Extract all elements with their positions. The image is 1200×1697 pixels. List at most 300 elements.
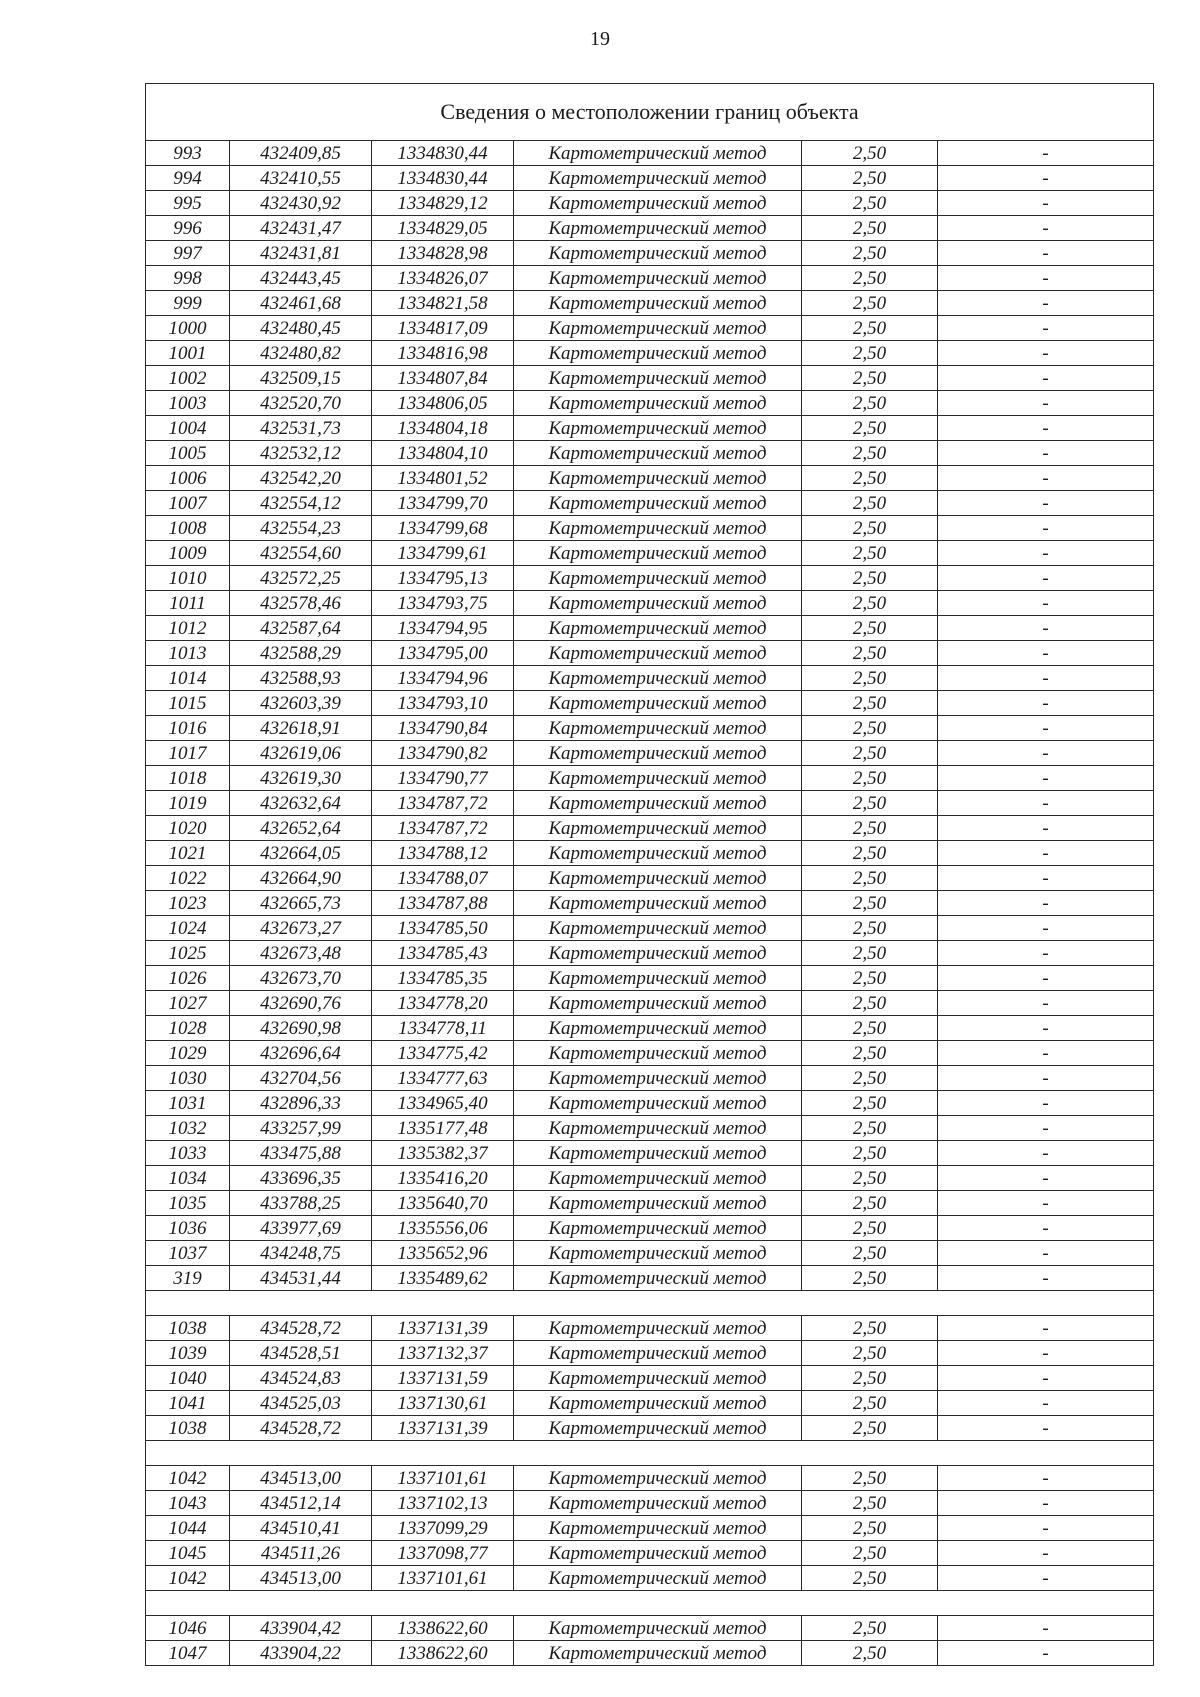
table-row: [146, 816, 1154, 841]
coord-y-cell: 1337102,13: [372, 1491, 514, 1516]
accuracy-cell: 2,50: [802, 1491, 938, 1516]
method-cell: Картометрический метод: [514, 591, 802, 616]
point-number-cell: 1038: [146, 1416, 230, 1441]
accuracy-cell: 2,50: [802, 541, 938, 566]
table-row: [146, 741, 1154, 766]
method-cell: Картометрический метод: [514, 1066, 802, 1091]
accuracy-cell: 2,50: [802, 1616, 938, 1641]
coord-x-cell: 433904,42: [230, 1616, 372, 1641]
point-number-cell: 1031: [146, 1091, 230, 1116]
coord-x-cell: 432603,39: [230, 691, 372, 716]
coord-x-cell: 434525,03: [230, 1391, 372, 1416]
point-number-cell: 1034: [146, 1166, 230, 1191]
coord-y-cell: 1334795,13: [372, 566, 514, 591]
table-row: [146, 716, 1154, 741]
accuracy-cell: 2,50: [802, 966, 938, 991]
coord-y-cell: 1335382,37: [372, 1141, 514, 1166]
table-title-row: [146, 84, 1154, 141]
note-cell: -: [938, 1091, 1154, 1116]
coord-x-cell: 432673,70: [230, 966, 372, 991]
method-cell: Картометрический метод: [514, 641, 802, 666]
coord-y-cell: 1334778,20: [372, 991, 514, 1016]
method-cell: Картометрический метод: [514, 1341, 802, 1366]
coord-x-cell: 432532,12: [230, 441, 372, 466]
table-row: [146, 1616, 1154, 1641]
point-number-cell: 1039: [146, 1341, 230, 1366]
table-row: [146, 1116, 1154, 1141]
coord-y-cell: 1334794,96: [372, 666, 514, 691]
coord-x-cell: 434513,00: [230, 1466, 372, 1491]
coord-x-cell: 434528,72: [230, 1416, 372, 1441]
boundary-coordinates-table: [145, 83, 1154, 1666]
accuracy-cell: 2,50: [802, 1541, 938, 1566]
coord-x-cell: 433788,25: [230, 1191, 372, 1216]
table-row: [146, 666, 1154, 691]
table-row: [146, 591, 1154, 616]
coord-y-cell: 1334817,09: [372, 316, 514, 341]
method-cell: Картометрический метод: [514, 366, 802, 391]
accuracy-cell: 2,50: [802, 1191, 938, 1216]
coord-x-cell: 432409,85: [230, 141, 372, 166]
coord-x-cell: 432531,73: [230, 416, 372, 441]
coord-x-cell: 432430,92: [230, 191, 372, 216]
note-cell: -: [938, 591, 1154, 616]
note-cell: -: [938, 991, 1154, 1016]
point-number-cell: 998: [146, 266, 230, 291]
method-cell: Картометрический метод: [514, 516, 802, 541]
accuracy-cell: 2,50: [802, 766, 938, 791]
table-row: [146, 1016, 1154, 1041]
coord-x-cell: 432588,29: [230, 641, 372, 666]
point-number-cell: 1011: [146, 591, 230, 616]
coord-y-cell: 1335489,62: [372, 1266, 514, 1291]
note-cell: -: [938, 966, 1154, 991]
point-number-cell: 1004: [146, 416, 230, 441]
point-number-cell: 1041: [146, 1391, 230, 1416]
coord-x-cell: 434524,83: [230, 1366, 372, 1391]
accuracy-cell: 2,50: [802, 1241, 938, 1266]
point-number-cell: 1027: [146, 991, 230, 1016]
point-number-cell: 1024: [146, 916, 230, 941]
coord-y-cell: 1337131,59: [372, 1366, 514, 1391]
point-number-cell: 1046: [146, 1616, 230, 1641]
note-cell: -: [938, 816, 1154, 841]
point-number-cell: 996: [146, 216, 230, 241]
coord-x-cell: 434513,00: [230, 1566, 372, 1591]
accuracy-cell: 2,50: [802, 191, 938, 216]
note-cell: -: [938, 941, 1154, 966]
coord-y-cell: 1334788,07: [372, 866, 514, 891]
note-cell: -: [938, 741, 1154, 766]
coord-y-cell: 1334828,98: [372, 241, 514, 266]
coord-y-cell: 1335640,70: [372, 1191, 514, 1216]
coord-x-cell: 432664,90: [230, 866, 372, 891]
table-row: [146, 316, 1154, 341]
table-row: [146, 1416, 1154, 1441]
method-cell: Картометрический метод: [514, 891, 802, 916]
coord-y-cell: 1338622,60: [372, 1616, 514, 1641]
coord-x-cell: 432664,05: [230, 841, 372, 866]
accuracy-cell: 2,50: [802, 716, 938, 741]
note-cell: -: [938, 1016, 1154, 1041]
coord-y-cell: 1334785,43: [372, 941, 514, 966]
coord-y-cell: 1334795,00: [372, 641, 514, 666]
accuracy-cell: 2,50: [802, 141, 938, 166]
table-row: [146, 491, 1154, 516]
coord-y-cell: 1337099,29: [372, 1516, 514, 1541]
coord-x-cell: 434248,75: [230, 1241, 372, 1266]
coord-x-cell: 432673,48: [230, 941, 372, 966]
coord-x-cell: 432896,33: [230, 1091, 372, 1116]
coord-x-cell: 432632,64: [230, 791, 372, 816]
accuracy-cell: 2,50: [802, 1641, 938, 1666]
point-number-cell: 993: [146, 141, 230, 166]
note-cell: -: [938, 1541, 1154, 1566]
method-cell: Картометрический метод: [514, 166, 802, 191]
table-row: [146, 541, 1154, 566]
table-row: [146, 1641, 1154, 1666]
coord-y-cell: 1334830,44: [372, 141, 514, 166]
table-body: [146, 84, 1154, 1666]
note-cell: -: [938, 1416, 1154, 1441]
method-cell: Картометрический метод: [514, 216, 802, 241]
method-cell: Картометрический метод: [514, 291, 802, 316]
method-cell: Картометрический метод: [514, 191, 802, 216]
coord-x-cell: 432554,12: [230, 491, 372, 516]
table-row: [146, 141, 1154, 166]
accuracy-cell: 2,50: [802, 816, 938, 841]
coord-y-cell: 1337130,61: [372, 1391, 514, 1416]
coord-x-cell: 432704,56: [230, 1066, 372, 1091]
method-cell: Картометрический метод: [514, 391, 802, 416]
table-row: [146, 1216, 1154, 1241]
point-number-cell: 1042: [146, 1566, 230, 1591]
accuracy-cell: 2,50: [802, 691, 938, 716]
coord-x-cell: 432665,73: [230, 891, 372, 916]
coord-x-cell: 432443,45: [230, 266, 372, 291]
note-cell: -: [938, 691, 1154, 716]
block-separator-cell: [146, 1441, 1154, 1466]
table-row: [146, 1516, 1154, 1541]
point-number-cell: 1023: [146, 891, 230, 916]
coord-x-cell: 432572,25: [230, 566, 372, 591]
point-number-cell: 995: [146, 191, 230, 216]
coord-x-cell: 432578,46: [230, 591, 372, 616]
accuracy-cell: 2,50: [802, 1141, 938, 1166]
point-number-cell: 1040: [146, 1366, 230, 1391]
table-row: [146, 891, 1154, 916]
table-row: [146, 616, 1154, 641]
note-cell: -: [938, 1466, 1154, 1491]
note-cell: -: [938, 666, 1154, 691]
coord-y-cell: 1334793,75: [372, 591, 514, 616]
block-separator-cell: [146, 1291, 1154, 1316]
accuracy-cell: 2,50: [802, 1366, 938, 1391]
accuracy-cell: 2,50: [802, 1116, 938, 1141]
table-row: [146, 291, 1154, 316]
coord-y-cell: 1337101,61: [372, 1466, 514, 1491]
accuracy-cell: 2,50: [802, 591, 938, 616]
coord-x-cell: 432509,15: [230, 366, 372, 391]
point-number-cell: 1008: [146, 516, 230, 541]
point-number-cell: 1047: [146, 1641, 230, 1666]
table-row: [146, 266, 1154, 291]
coord-y-cell: 1335416,20: [372, 1166, 514, 1191]
coord-y-cell: 1334793,10: [372, 691, 514, 716]
note-cell: -: [938, 1191, 1154, 1216]
note-cell: -: [938, 441, 1154, 466]
note-cell: -: [938, 391, 1154, 416]
table-row: [146, 641, 1154, 666]
point-number-cell: 1014: [146, 666, 230, 691]
coord-y-cell: 1334801,52: [372, 466, 514, 491]
table-row: [146, 241, 1154, 266]
method-cell: Картометрический метод: [514, 316, 802, 341]
coord-y-cell: 1334775,42: [372, 1041, 514, 1066]
coord-x-cell: 432461,68: [230, 291, 372, 316]
table-title: Сведения о местоположении границ объекта: [146, 84, 1154, 141]
coord-x-cell: 434510,41: [230, 1516, 372, 1541]
point-number-cell: 1022: [146, 866, 230, 891]
point-number-cell: 1042: [146, 1466, 230, 1491]
table-row: [146, 1066, 1154, 1091]
table-row: [146, 1191, 1154, 1216]
coord-x-cell: 432520,70: [230, 391, 372, 416]
table-row: [146, 1166, 1154, 1191]
accuracy-cell: 2,50: [802, 316, 938, 341]
point-number-cell: 994: [146, 166, 230, 191]
coord-x-cell: 433475,88: [230, 1141, 372, 1166]
coord-y-cell: 1334794,95: [372, 616, 514, 641]
accuracy-cell: 2,50: [802, 1216, 938, 1241]
coord-x-cell: 432554,23: [230, 516, 372, 541]
note-cell: -: [938, 1366, 1154, 1391]
method-cell: Картометрический метод: [514, 841, 802, 866]
method-cell: Картометрический метод: [514, 1216, 802, 1241]
note-cell: -: [938, 216, 1154, 241]
note-cell: -: [938, 1116, 1154, 1141]
point-number-cell: 1030: [146, 1066, 230, 1091]
coord-x-cell: 432410,55: [230, 166, 372, 191]
point-number-cell: 999: [146, 291, 230, 316]
table-row: [146, 1141, 1154, 1166]
coord-x-cell: 432652,64: [230, 816, 372, 841]
table-row: [146, 391, 1154, 416]
accuracy-cell: 2,50: [802, 941, 938, 966]
method-cell: Картометрический метод: [514, 541, 802, 566]
coord-x-cell: 434531,44: [230, 1266, 372, 1291]
block-separator-row: [146, 1591, 1154, 1616]
note-cell: -: [938, 1641, 1154, 1666]
coord-y-cell: 1334830,44: [372, 166, 514, 191]
table-row: [146, 1241, 1154, 1266]
note-cell: -: [938, 716, 1154, 741]
note-cell: -: [938, 316, 1154, 341]
table-row: [146, 166, 1154, 191]
coord-y-cell: 1334799,68: [372, 516, 514, 541]
coord-y-cell: 1337101,61: [372, 1566, 514, 1591]
coord-y-cell: 1338622,60: [372, 1641, 514, 1666]
note-cell: -: [938, 916, 1154, 941]
coord-x-cell: 433696,35: [230, 1166, 372, 1191]
accuracy-cell: 2,50: [802, 1566, 938, 1591]
block-separator-row: [146, 1291, 1154, 1316]
method-cell: Картометрический метод: [514, 416, 802, 441]
coord-x-cell: 434512,14: [230, 1491, 372, 1516]
method-cell: Картометрический метод: [514, 941, 802, 966]
coord-x-cell: 432542,20: [230, 466, 372, 491]
block-separator-cell: [146, 1591, 1154, 1616]
accuracy-cell: 2,50: [802, 1391, 938, 1416]
coord-x-cell: 432431,81: [230, 241, 372, 266]
coord-y-cell: 1335177,48: [372, 1116, 514, 1141]
coord-y-cell: 1337098,77: [372, 1541, 514, 1566]
point-number-cell: 1045: [146, 1541, 230, 1566]
note-cell: -: [938, 1566, 1154, 1591]
coord-x-cell: 432480,45: [230, 316, 372, 341]
coord-x-cell: 433904,22: [230, 1641, 372, 1666]
note-cell: -: [938, 1241, 1154, 1266]
table-row: [146, 866, 1154, 891]
table-row: [146, 691, 1154, 716]
page-number: 19: [590, 28, 610, 50]
note-cell: -: [938, 1266, 1154, 1291]
coord-y-cell: 1335652,96: [372, 1241, 514, 1266]
note-cell: -: [938, 366, 1154, 391]
point-number-cell: 1029: [146, 1041, 230, 1066]
coord-y-cell: 1334799,70: [372, 491, 514, 516]
note-cell: -: [938, 491, 1154, 516]
note-cell: -: [938, 266, 1154, 291]
accuracy-cell: 2,50: [802, 641, 938, 666]
method-cell: Картометрический метод: [514, 791, 802, 816]
accuracy-cell: 2,50: [802, 916, 938, 941]
note-cell: -: [938, 1141, 1154, 1166]
point-number-cell: 1036: [146, 1216, 230, 1241]
note-cell: -: [938, 641, 1154, 666]
accuracy-cell: 2,50: [802, 1516, 938, 1541]
accuracy-cell: 2,50: [802, 441, 938, 466]
coord-y-cell: 1335556,06: [372, 1216, 514, 1241]
note-cell: -: [938, 241, 1154, 266]
accuracy-cell: 2,50: [802, 866, 938, 891]
method-cell: Картометрический метод: [514, 1641, 802, 1666]
note-cell: -: [938, 416, 1154, 441]
coord-y-cell: 1334829,05: [372, 216, 514, 241]
accuracy-cell: 2,50: [802, 266, 938, 291]
note-cell: -: [938, 1216, 1154, 1241]
table-row: [146, 1541, 1154, 1566]
point-number-cell: 1026: [146, 966, 230, 991]
method-cell: Картометрический метод: [514, 991, 802, 1016]
coord-y-cell: 1334778,11: [372, 1016, 514, 1041]
method-cell: Картометрический метод: [514, 566, 802, 591]
coord-y-cell: 1334821,58: [372, 291, 514, 316]
table-row: [146, 1041, 1154, 1066]
point-number-cell: 997: [146, 241, 230, 266]
method-cell: Картометрический метод: [514, 1091, 802, 1116]
accuracy-cell: 2,50: [802, 1166, 938, 1191]
coord-x-cell: 432431,47: [230, 216, 372, 241]
table-row: [146, 516, 1154, 541]
table-row: [146, 1391, 1154, 1416]
note-cell: -: [938, 566, 1154, 591]
note-cell: -: [938, 616, 1154, 641]
method-cell: Картометрический метод: [514, 141, 802, 166]
method-cell: Картометрический метод: [514, 1366, 802, 1391]
point-number-cell: 1020: [146, 816, 230, 841]
block-separator-row: [146, 1441, 1154, 1466]
accuracy-cell: 2,50: [802, 166, 938, 191]
note-cell: -: [938, 466, 1154, 491]
coord-x-cell: 433977,69: [230, 1216, 372, 1241]
coord-x-cell: 432554,60: [230, 541, 372, 566]
accuracy-cell: 2,50: [802, 1016, 938, 1041]
method-cell: Картометрический метод: [514, 1541, 802, 1566]
method-cell: Картометрический метод: [514, 1416, 802, 1441]
point-number-cell: 1028: [146, 1016, 230, 1041]
point-number-cell: 1025: [146, 941, 230, 966]
accuracy-cell: 2,50: [802, 1316, 938, 1341]
coord-y-cell: 1334804,18: [372, 416, 514, 441]
coord-y-cell: 1337131,39: [372, 1416, 514, 1441]
point-number-cell: 1043: [146, 1491, 230, 1516]
accuracy-cell: 2,50: [802, 291, 938, 316]
note-cell: -: [938, 1066, 1154, 1091]
point-number-cell: 1015: [146, 691, 230, 716]
coord-x-cell: 432619,30: [230, 766, 372, 791]
coord-y-cell: 1334965,40: [372, 1091, 514, 1116]
method-cell: Картометрический метод: [514, 1166, 802, 1191]
coord-y-cell: 1334816,98: [372, 341, 514, 366]
coord-y-cell: 1334806,05: [372, 391, 514, 416]
table-row: [146, 216, 1154, 241]
point-number-cell: 1021: [146, 841, 230, 866]
point-number-cell: 1038: [146, 1316, 230, 1341]
table-row: [146, 841, 1154, 866]
method-cell: Картометрический метод: [514, 1566, 802, 1591]
note-cell: -: [938, 291, 1154, 316]
accuracy-cell: 2,50: [802, 1041, 938, 1066]
accuracy-cell: 2,50: [802, 341, 938, 366]
coord-x-cell: 432480,82: [230, 341, 372, 366]
method-cell: Картометрический метод: [514, 341, 802, 366]
accuracy-cell: 2,50: [802, 241, 938, 266]
point-number-cell: 1018: [146, 766, 230, 791]
method-cell: Картометрический метод: [514, 1316, 802, 1341]
coord-y-cell: 1334788,12: [372, 841, 514, 866]
coord-y-cell: 1337131,39: [372, 1316, 514, 1341]
note-cell: -: [938, 1616, 1154, 1641]
point-number-cell: 1010: [146, 566, 230, 591]
table-row: [146, 441, 1154, 466]
accuracy-cell: 2,50: [802, 841, 938, 866]
accuracy-cell: 2,50: [802, 791, 938, 816]
coord-x-cell: 434528,51: [230, 1341, 372, 1366]
point-number-cell: 1000: [146, 316, 230, 341]
accuracy-cell: 2,50: [802, 216, 938, 241]
coord-y-cell: 1334790,84: [372, 716, 514, 741]
coord-y-cell: 1334829,12: [372, 191, 514, 216]
accuracy-cell: 2,50: [802, 1066, 938, 1091]
point-number-cell: 1005: [146, 441, 230, 466]
method-cell: Картометрический метод: [514, 1491, 802, 1516]
accuracy-cell: 2,50: [802, 391, 938, 416]
accuracy-cell: 2,50: [802, 566, 938, 591]
table-row: [146, 466, 1154, 491]
point-number-cell: 1002: [146, 366, 230, 391]
note-cell: -: [938, 191, 1154, 216]
